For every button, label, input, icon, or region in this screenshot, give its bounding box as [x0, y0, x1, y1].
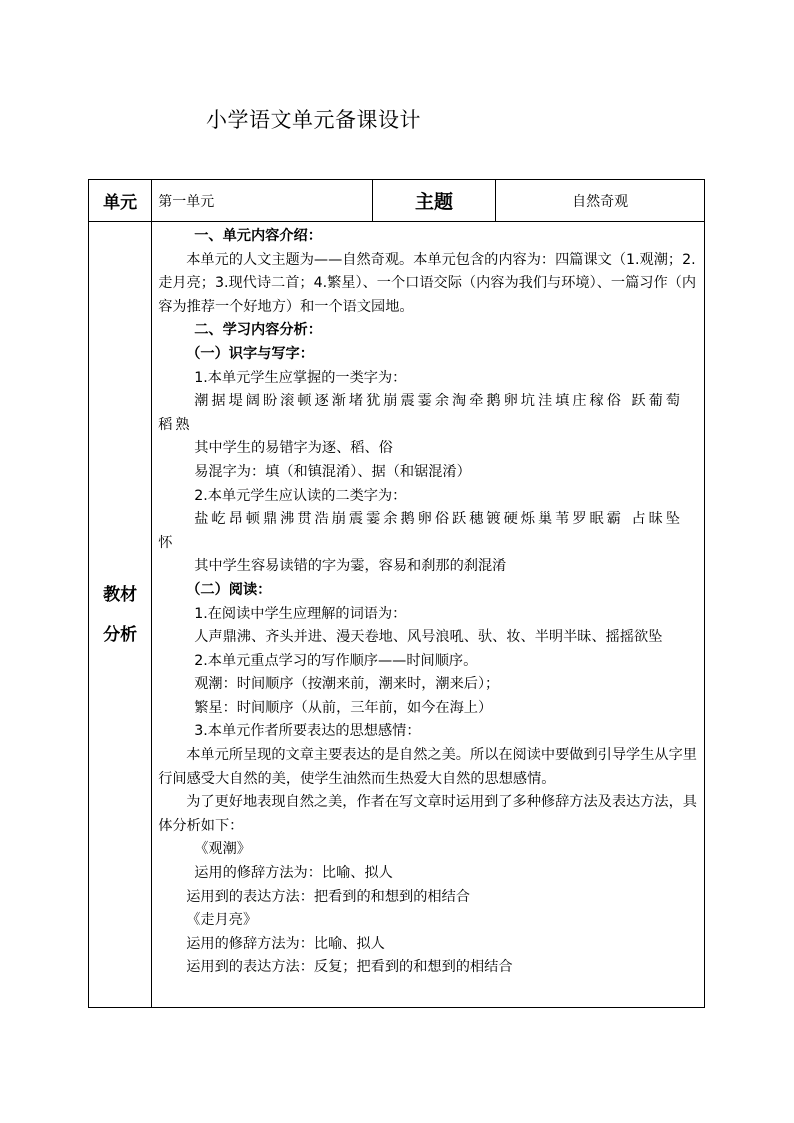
- content-paragraph: 为了更好地表现自然之美，作者在写文章时运用到了多种修辞方法及表达方法，具体分析如下：: [158, 794, 697, 834]
- content-line: 《走月亮》: [186, 912, 258, 929]
- content-line: 3.本单元作者所要表达的思想感情：: [194, 723, 421, 740]
- content-line: 运用的修辞方法为：比喻、拟人: [186, 935, 385, 952]
- content-line: 观潮：时间顺序（按潮来前，潮来时，潮来后）；: [194, 676, 500, 693]
- content-line: 《观潮》: [194, 841, 251, 858]
- content-paragraph: 本单元所呈现的文章主要表达的是自然之美。所以在阅读中要做到引导学生从字里行间感受大自然的美，使学生油然而生热爱大自然的思想感情。: [158, 747, 697, 787]
- analysis-row: [89, 222, 705, 1008]
- content-line: 繁星：时间顺序（从前，三年前，如今在海上）: [194, 699, 493, 716]
- content-line: 其中学生容易读错的字为霎，容易和刹那的刹混淆: [194, 558, 507, 575]
- analysis-content: [152, 222, 705, 1008]
- character-list-text: 盐屹昂顿鼎沸贯浩崩震霎余鹅卵俗跃穗镀硬烁巢苇罗眠霸 占昧坠怀: [158, 511, 683, 551]
- subsection-heading: （一）识字与写字：: [186, 345, 314, 362]
- character-list: [158, 390, 698, 437]
- theme-label: 主题: [372, 180, 495, 222]
- theme-value: 自然奇观: [496, 180, 705, 222]
- content-line: 其中学生的易错字为逐、稻、俗: [194, 440, 393, 457]
- content-line: 易混字为：填（和镇混淆）、据（和锯混淆）: [194, 463, 471, 480]
- content-line: 2.本单元重点学习的写作顺序——时间顺序。: [194, 652, 478, 669]
- section-heading-2: 二、学习内容分析：: [194, 322, 322, 339]
- content-paragraph: 本单元的人文主题为——自然奇观。本单元包含的内容为：四篇课文（1.观潮；2.走月亮；3.现代诗二首；4.繁星）、一个口语交际（内容为我们与环境）、一篇习作（内容为推荐一个好地方）和一个语文园地。: [158, 251, 697, 315]
- analysis-label-line1: 教材: [103, 584, 138, 605]
- content-line: 2.本单元学生应认读的二类字为：: [194, 487, 407, 504]
- vocabulary-list: [158, 626, 698, 650]
- lesson-plan-table: [88, 179, 705, 1008]
- character-list-text: 潮据堤阔盼滚顿逐渐堵犹崩震霎余淘牵鹅卵坑洼填庄稼俗 跃葡萄稻熟: [158, 393, 683, 433]
- content-line: 运用到的表达方法：把看到的和想到的相结合: [186, 888, 470, 905]
- analysis-label-line2: 分析: [103, 624, 138, 645]
- content-line: 运用的修辞方法为：比喻、拟人: [194, 865, 393, 882]
- analysis-label: [89, 222, 152, 1008]
- vocabulary-list-text: 人声鼎沸、齐头并进、漫天卷地、风号浪吼、驮、妆、半明半昧、摇摇欲坠: [194, 629, 663, 646]
- content-line: 1.在阅读中学生应理解的词语为：: [194, 605, 407, 622]
- content-line: 1.本单元学生应掌握的一类字为：: [194, 369, 407, 386]
- content-line: 运用到的表达方法：反复；把看到的和想到的相结合: [186, 959, 513, 976]
- section-heading-1: 一、单元内容介绍：: [194, 228, 322, 244]
- unit-value: 第一单元: [152, 180, 373, 222]
- character-list: [158, 508, 698, 555]
- unit-label: 单元: [89, 180, 152, 222]
- subsection-heading: （二）阅读：: [186, 581, 272, 598]
- page-title: 小学语文单元备课设计: [206, 108, 421, 132]
- header-row: [89, 180, 705, 222]
